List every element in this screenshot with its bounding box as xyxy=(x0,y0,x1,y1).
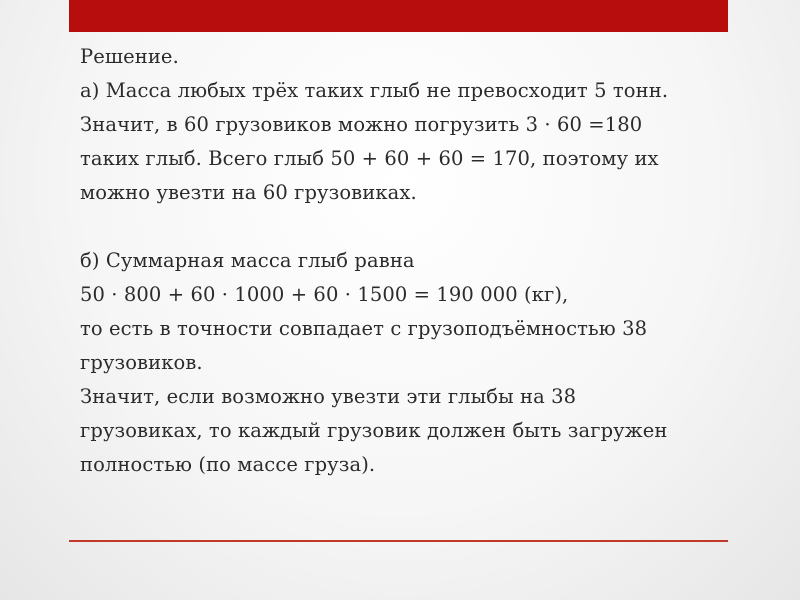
bottom-divider xyxy=(69,540,728,542)
part-b-line-5: Значит, если возможно увезти эти глыбы на 38 xyxy=(80,385,577,408)
part-b-line-7: полностью (по массе груза). xyxy=(80,453,376,476)
paragraph-spacer xyxy=(80,210,740,244)
part-b-line-1: б) Суммарная масса глыб равна xyxy=(80,249,415,272)
part-a-line-3: таких глыб. Всего глыб 50 + 60 + 60 = 170, поэтому их xyxy=(80,147,659,170)
part-b-line-3: то есть в точности совпадает с грузоподъёмностью 38 xyxy=(80,317,648,340)
top-accent-bar xyxy=(69,0,728,32)
part-b-line-2: 50 · 800 + 60 · 1000 + 60 · 1500 = 190 000 (кг), xyxy=(80,283,569,306)
solution-heading: Решение. xyxy=(80,45,179,68)
part-b-line-4: грузовиков. xyxy=(80,351,203,374)
part-a-line-4: можно увезти на 60 грузовиках. xyxy=(80,181,417,204)
part-a-line-1: а) Масса любых трёх таких глыб не превосходит 5 тонн. xyxy=(80,79,669,102)
part-b-line-6: грузовиках, то каждый грузовик должен быть загружен xyxy=(80,419,668,442)
part-a-line-2: Значит, в 60 грузовиков можно погрузить 3 · 60 =180 xyxy=(80,113,643,136)
solution-text-block xyxy=(80,40,740,482)
